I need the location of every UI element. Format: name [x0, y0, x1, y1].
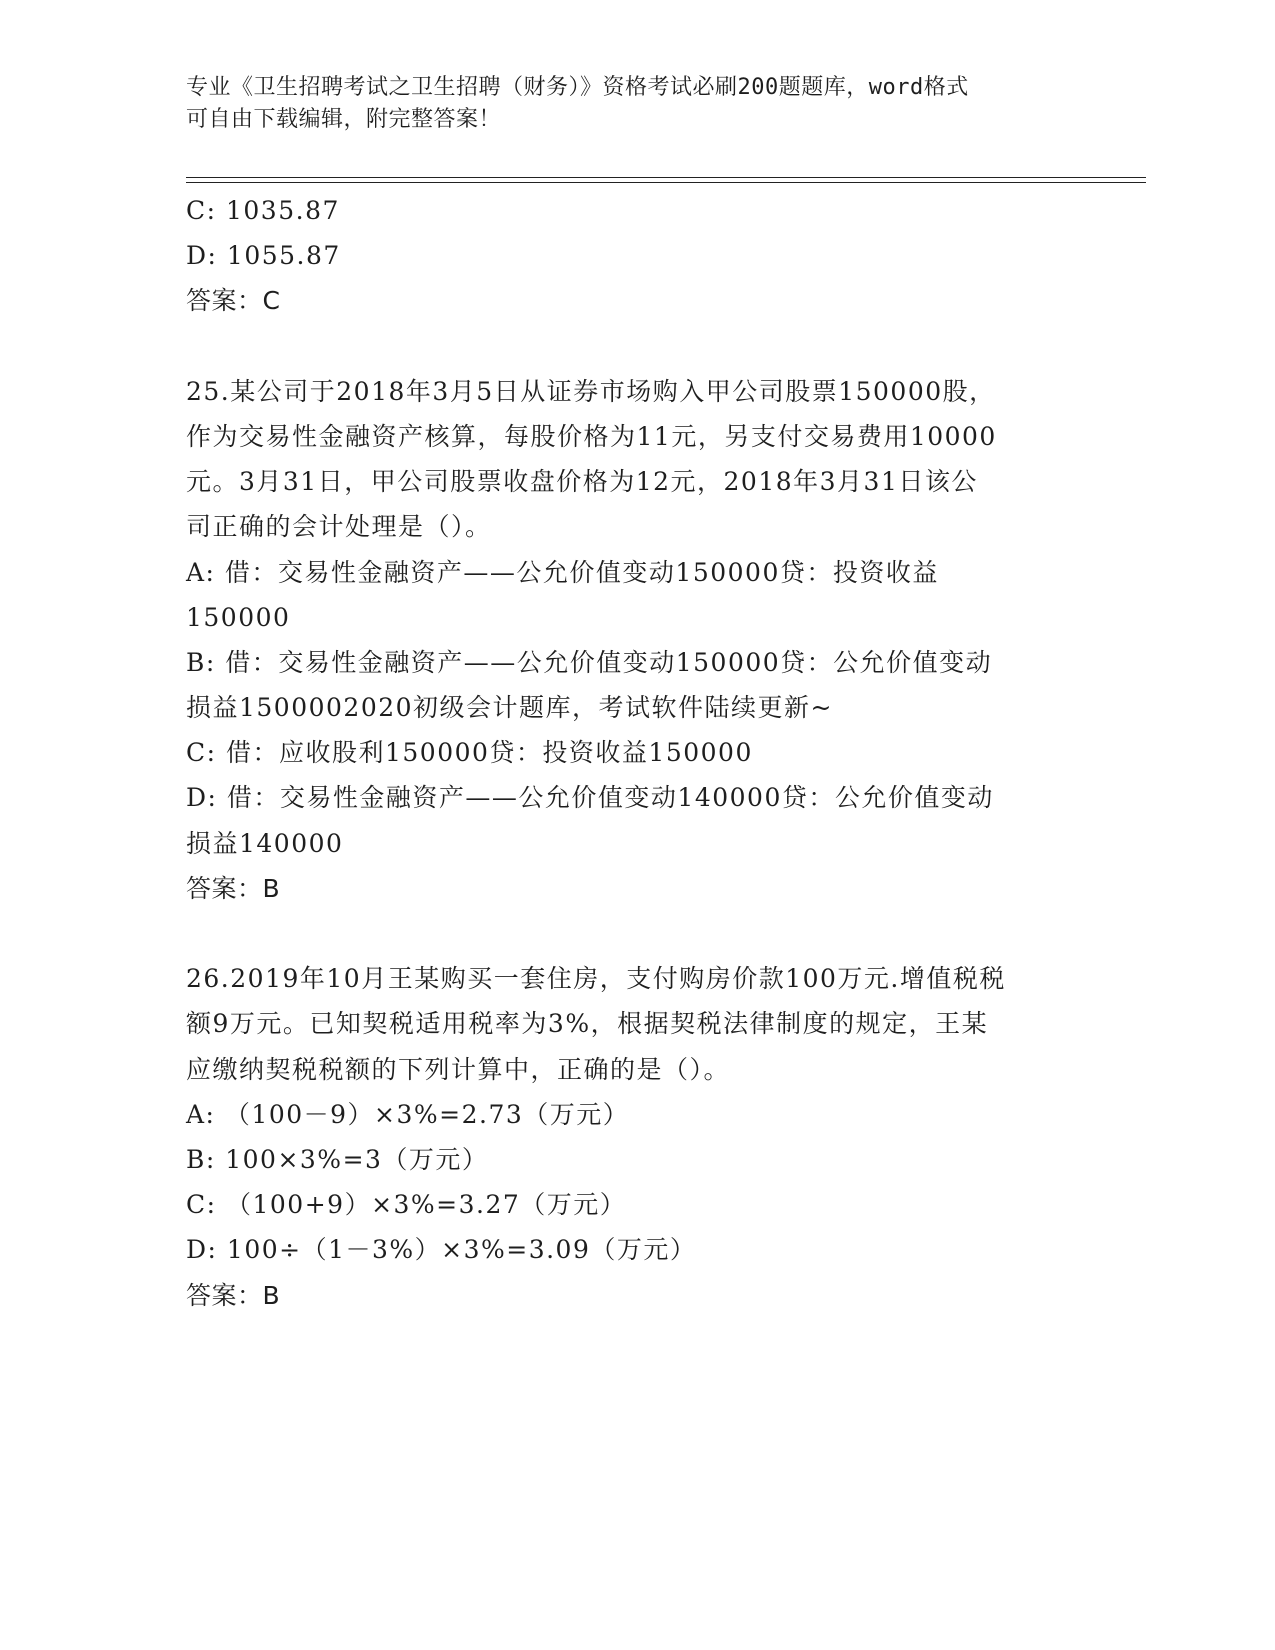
option-c: C: 借：应收股利150000贷：投资收益150000 — [186, 738, 753, 768]
question-stem-line: 额9万元。已知契税适用税率为3%，根据契税法律制度的规定，王某 — [186, 1009, 989, 1039]
document-body — [186, 188, 1086, 1318]
header-rule-top — [186, 177, 1146, 178]
question-25 — [186, 369, 1086, 911]
option-d-continued: 损益140000 — [186, 828, 344, 858]
option-d: D: 100÷（1－3%）×3%=3.09（万元） — [186, 1235, 697, 1265]
document-header — [186, 72, 1086, 136]
header-title-line-1: 专业《卫生招聘考试之卫生招聘（财务）》资格考试必刷200题题库，word格式 — [186, 75, 969, 100]
answer: 答案：B — [186, 1280, 281, 1310]
question-stem-line: 元。3月31日，甲公司股票收盘价格为12元，2018年3月31日该公 — [186, 467, 978, 497]
option-a-continued: 150000 — [186, 602, 291, 632]
previous-question — [186, 188, 1086, 324]
option-a: A: （100－9）×3%=2.73（万元） — [186, 1099, 630, 1129]
question-26 — [186, 956, 1086, 1318]
option-b: B: 100×3%=3（万元） — [186, 1144, 489, 1174]
option-c: C: （100+9）×3%=3.27（万元） — [186, 1190, 627, 1220]
option-d: D: 1055.87 — [186, 241, 341, 271]
option-b: B: 借：交易性金融资产——公允价值变动150000贷：公允价值变动 — [186, 647, 993, 677]
question-stem-line: 司正确的会计处理是（）。 — [186, 512, 492, 542]
answer: 答案：C — [186, 286, 281, 316]
question-stem-line: 应缴纳契税税额的下列计算中，正确的是（）。 — [186, 1054, 731, 1084]
option-a: A: 借：交易性金融资产——公允价值变动150000贷：投资收益 — [186, 557, 939, 587]
option-c: C: 1035.87 — [186, 196, 340, 225]
question-stem-line: 26.2019年10月王某购买一套住房，支付购房价款100万元.增值税税 — [186, 964, 1006, 994]
question-stem-line: 25.某公司于2018年3月5日从证券市场购入甲公司股票150000股， — [186, 376, 996, 406]
option-d: D: 借：交易性金融资产——公允价值变动140000贷：公允价值变动 — [186, 783, 994, 813]
option-b-continued: 损益1500002020初级会计题库，考试软件陆续更新~ — [186, 693, 834, 723]
header-title-line-2: 可自由下载编辑，附完整答案！ — [186, 107, 502, 132]
header-rule-bottom — [186, 182, 1146, 183]
answer: 答案：B — [186, 873, 281, 903]
question-stem-line: 作为交易性金融资产核算，每股价格为11元，另支付交易费用10000 — [186, 421, 997, 451]
